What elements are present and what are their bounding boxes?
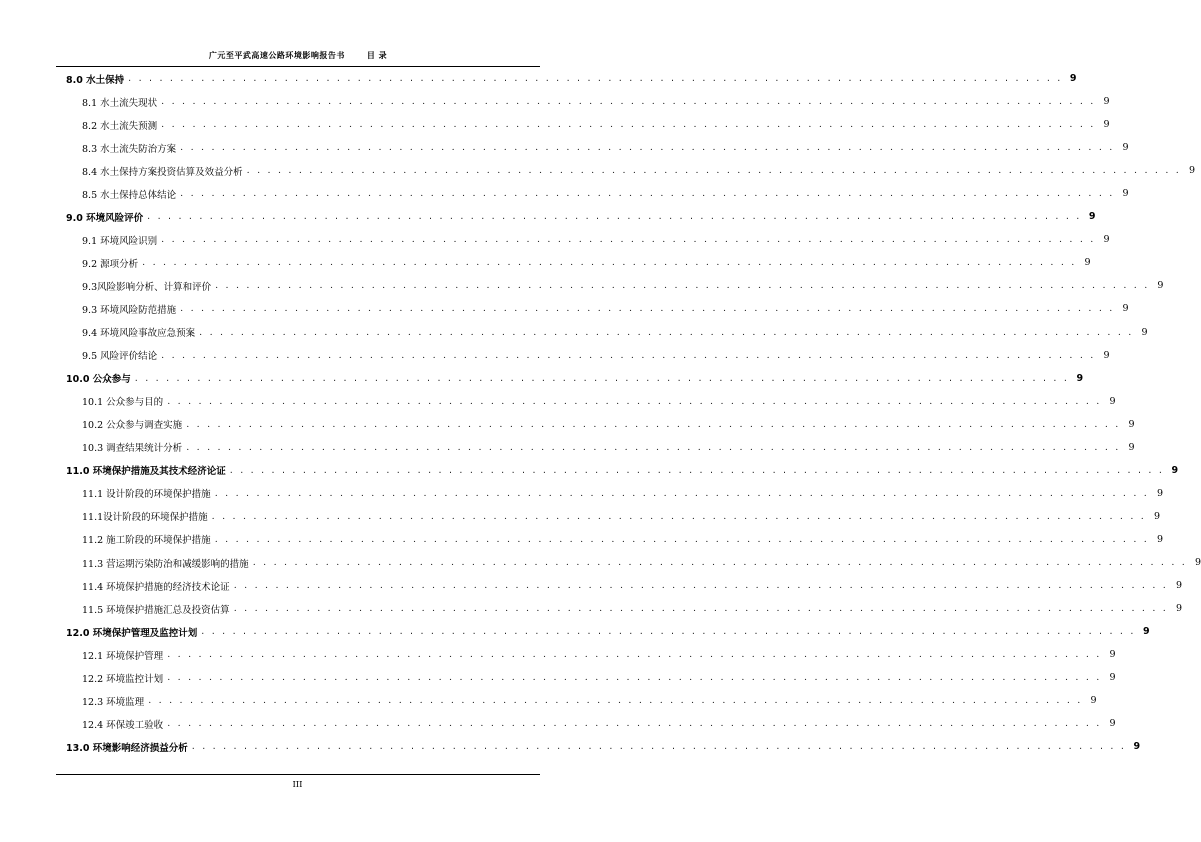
footer-rule xyxy=(56,774,540,775)
toc-entry-title: 12.3 环境监理 xyxy=(82,696,145,708)
toc-dot-leader: . . . . . . . . . . . . . . . . . . . . . . . . . . . . . . . . . . . . . . . . . . . . . . . . . . . . . . . . . . . . . . . . . . . . . . . . . . . . . . . . . . . . . . . . . . xyxy=(186,418,1121,430)
toc-dot-leader: . . . . . . . . . . . . . . . . . . . . . . . . . . . . . . . . . . . . . . . . . . . . . . . . . . . . . . . . . . . . . . . . . . . . . . . . . . . . . . . . . . . . . . . . . . xyxy=(147,211,1082,223)
toc-entry-title: 9.0 环境风险评价 xyxy=(66,212,144,224)
toc-page-number: 9 xyxy=(1133,741,1141,753)
toc-section-entry[interactable] xyxy=(66,228,1110,251)
toc-section-entry[interactable] xyxy=(66,136,1129,159)
toc-dot-leader: . . . . . . . . . . . . . . . . . . . . . . . . . . . . . . . . . . . . . . . . . . . . . . . . . . . . . . . . . . . . . . . . . . . . . . . . . . . . . . . . . . . . . . . . . . xyxy=(128,73,1063,85)
toc-page-number: 9 xyxy=(1084,257,1091,269)
toc-dot-leader: . . . . . . . . . . . . . . . . . . . . . . . . . . . . . . . . . . . . . . . . . . . . . . . . . . . . . . . . . . . . . . . . . . . . . . . . . . . . . . . . . . . . . . . . . . xyxy=(215,280,1150,292)
toc-page-number: 9 xyxy=(1103,234,1110,246)
toc-section-entry[interactable] xyxy=(66,159,1195,182)
toc-dot-leader: . . . . . . . . . . . . . . . . . . . . . . . . . . . . . . . . . . . . . . . . . . . . . . . . . . . . . . . . . . . . . . . . . . . . . . . . . . . . . . . . . . . . . . . . . . xyxy=(201,626,1136,638)
toc-section-entry[interactable] xyxy=(66,712,1116,735)
toc-dot-leader: . . . . . . . . . . . . . . . . . . . . . . . . . . . . . . . . . . . . . . . . . . . . . . . . . . . . . . . . . . . . . . . . . . . . . . . . . . . . . . . . . . . . . . . . . . xyxy=(167,718,1102,730)
toc-chapter-entry[interactable] xyxy=(66,367,1084,390)
toc-section-entry[interactable] xyxy=(66,390,1116,413)
toc-dot-leader: . . . . . . . . . . . . . . . . . . . . . . . . . . . . . . . . . . . . . . . . . . . . . . . . . . . . . . . . . . . . . . . . . . . . . . . . . . . . . . . . . . . . . . . . . . xyxy=(252,557,1188,568)
toc-entry-title: 8.2 水土流失预测 xyxy=(82,120,158,132)
toc-section-entry[interactable] xyxy=(66,90,1110,113)
toc-page-number: 9 xyxy=(1076,372,1084,384)
toc-page-number: 9 xyxy=(1103,349,1110,361)
toc-dot-leader: . . . . . . . . . . . . . . . . . . . . . . . . . . . . . . . . . . . . . . . . . . . . . . . . . . . . . . . . . . . . . . . . . . . . . . . . . . . . . . . . . . . . . . . . . . xyxy=(233,580,1169,592)
toc-section-entry[interactable] xyxy=(66,113,1110,136)
toc-dot-leader: . . . . . . . . . . . . . . . . . . . . . . . . . . . . . . . . . . . . . . . . . . . . . . . . . . . . . . . . . . . . . . . . . . . . . . . . . . . . . . . . . . . . . . . . . . xyxy=(180,303,1115,315)
toc-page-number: 9 xyxy=(1142,626,1150,638)
toc-entry-title: 12.1 环境保护管理 xyxy=(82,650,164,662)
toc-page-number: 9 xyxy=(1109,672,1116,684)
table-of-contents xyxy=(66,67,1201,758)
toc-page-number: 9 xyxy=(1103,119,1110,131)
toc-page-number: 9 xyxy=(1141,326,1148,338)
toc-entry-title: 11.1设计阶段的环境保护措施 xyxy=(82,512,208,524)
toc-dot-leader: . . . . . . . . . . . . . . . . . . . . . . . . . . . . . . . . . . . . . . . . . . . . . . . . . . . . . . . . . . . . . . . . . . . . . . . . . . . . . . . . . . . . . . . . . . xyxy=(148,695,1083,707)
toc-page-number: 9 xyxy=(1175,580,1183,592)
toc-entry-title: 9.1 环境风险识别 xyxy=(82,235,158,247)
toc-entry-title: 11.1 设计阶段的环境保护措施 xyxy=(82,489,211,501)
toc-dot-leader: . . . . . . . . . . . . . . . . . . . . . . . . . . . . . . . . . . . . . . . . . . . . . . . . . . . . . . . . . . . . . . . . . . . . . . . . . . . . . . . . . . . . . . . . . . xyxy=(211,510,1146,522)
toc-page-number: 9 xyxy=(1194,557,1201,568)
toc-section-entry[interactable] xyxy=(66,643,1116,666)
toc-page-number: 9 xyxy=(1122,188,1129,200)
toc-page-number: 9 xyxy=(1090,695,1097,707)
toc-entry-title: 9.3 环境风险防范措施 xyxy=(82,304,177,316)
toc-entry-title: 8.1 水土流失现状 xyxy=(82,97,158,109)
toc-section-entry[interactable] xyxy=(66,321,1148,344)
toc-section-entry[interactable] xyxy=(66,274,1164,297)
toc-dot-leader: . . . . . . . . . . . . . . . . . . . . . . . . . . . . . . . . . . . . . . . . . . . . . . . . . . . . . . . . . . . . . . . . . . . . . . . . . . . . . . . . . . . . . . . . . . xyxy=(180,142,1115,154)
toc-section-entry[interactable] xyxy=(66,574,1183,597)
toc-page-number: 9 xyxy=(1175,603,1183,615)
toc-entry-title: 10.3 调查结果统计分析 xyxy=(82,443,183,455)
toc-dot-leader: . . . . . . . . . . . . . . . . . . . . . . . . . . . . . . . . . . . . . . . . . . . . . . . . . . . . . . . . . . . . . . . . . . . . . . . . . . . . . . . . . . . . . . . . . . xyxy=(167,672,1102,684)
toc-dot-leader: . . . . . . . . . . . . . . . . . . . . . . . . . . . . . . . . . . . . . . . . . . . . . . . . . . . . . . . . . . . . . . . . . . . . . . . . . . . . . . . . . . . . . . . . . . xyxy=(214,487,1150,499)
toc-entry-title: 8.5 水土保持总体结论 xyxy=(82,189,177,201)
toc-dot-leader: . . . . . . . . . . . . . . . . . . . . . . . . . . . . . . . . . . . . . . . . . . . . . . . . . . . . . . . . . . . . . . . . . . . . . . . . . . . . . . . . . . . . . . . . . . xyxy=(161,119,1096,131)
toc-chapter-entry[interactable] xyxy=(66,205,1096,228)
header-title: 广元至平武高速公路环境影响报告书 xyxy=(208,51,345,60)
toc-chapter-entry[interactable] xyxy=(66,735,1141,758)
toc-section-entry[interactable] xyxy=(66,551,1201,574)
toc-section-entry[interactable] xyxy=(66,297,1129,320)
toc-dot-leader: . . . . . . . . . . . . . . . . . . . . . . . . . . . . . . . . . . . . . . . . . . . . . . . . . . . . . . . . . . . . . . . . . . . . . . . . . . . . . . . . . . . . . . . . . . xyxy=(214,533,1150,545)
toc-section-entry[interactable] xyxy=(66,413,1135,436)
toc-section-entry[interactable] xyxy=(66,482,1164,505)
toc-section-entry[interactable] xyxy=(66,251,1091,274)
toc-section-entry[interactable] xyxy=(66,597,1183,620)
toc-dot-leader: . . . . . . . . . . . . . . . . . . . . . . . . . . . . . . . . . . . . . . . . . . . . . . . . . . . . . . . . . . . . . . . . . . . . . . . . . . . . . . . . . . . . . . . . . . xyxy=(167,395,1102,407)
toc-section-entry[interactable] xyxy=(66,344,1110,367)
toc-entry-title: 8.4 水土保持方案投资估算及效益分析 xyxy=(82,166,243,178)
toc-page-number: 9 xyxy=(1109,649,1116,661)
toc-entry-title: 13.0 环境影响经济损益分析 xyxy=(66,742,188,754)
toc-section-entry[interactable] xyxy=(66,182,1129,205)
toc-page-number: 9 xyxy=(1109,718,1116,730)
toc-entry-title: 8.0 水土保持 xyxy=(66,74,125,86)
toc-entry-title: 10.1 公众参与目的 xyxy=(82,397,164,409)
toc-page-number: 9 xyxy=(1069,73,1077,85)
toc-dot-leader: . . . . . . . . . . . . . . . . . . . . . . . . . . . . . . . . . . . . . . . . . . . . . . . . . . . . . . . . . . . . . . . . . . . . . . . . . . . . . . . . . . . . . . . . . . xyxy=(134,372,1070,384)
toc-entry-title: 11.5 环境保护措施汇总及投资估算 xyxy=(82,604,230,616)
toc-page-number: 9 xyxy=(1088,211,1096,223)
toc-entry-title: 11.3 营运期污染防治和减缓影响的措施 xyxy=(82,558,249,570)
toc-entry-title: 9.2 源项分析 xyxy=(82,258,139,270)
page-number: III xyxy=(292,780,303,790)
toc-entry-title: 11.2 施工阶段的环境保护措施 xyxy=(82,535,211,547)
toc-entry-title: 11.4 环境保护措施的经济技术论证 xyxy=(82,581,230,593)
toc-chapter-entry[interactable] xyxy=(66,620,1150,643)
toc-chapter-entry[interactable] xyxy=(66,459,1179,482)
toc-section-entry[interactable] xyxy=(66,505,1160,528)
toc-dot-leader: . . . . . . . . . . . . . . . . . . . . . . . . . . . . . . . . . . . . . . . . . . . . . . . . . . . . . . . . . . . . . . . . . . . . . . . . . . . . . . . . . . . . . . . . . . xyxy=(161,349,1096,361)
toc-dot-leader: . . . . . . . . . . . . . . . . . . . . . . . . . . . . . . . . . . . . . . . . . . . . . . . . . . . . . . . . . . . . . . . . . . . . . . . . . . . . . . . . . . . . . . . . . . xyxy=(142,257,1077,269)
toc-page-number: 9 xyxy=(1156,487,1164,499)
running-header xyxy=(56,50,540,67)
toc-entry-title: 8.3 水土流失防治方案 xyxy=(82,143,177,155)
toc-dot-leader: . . . . . . . . . . . . . . . . . . . . . . . . . . . . . . . . . . . . . . . . . . . . . . . . . . . . . . . . . . . . . . . . . . . . . . . . . . . . . . . . . . . . . . . . . . xyxy=(191,741,1127,753)
toc-dot-leader: . . . . . . . . . . . . . . . . . . . . . . . . . . . . . . . . . . . . . . . . . . . . . . . . . . . . . . . . . . . . . . . . . . . . . . . . . . . . . . . . . . . . . . . . . . xyxy=(161,96,1096,108)
toc-dot-leader: . . . . . . . . . . . . . . . . . . . . . . . . . . . . . . . . . . . . . . . . . . . . . . . . . . . . . . . . . . . . . . . . . . . . . . . . . . . . . . . . . . . . . . . . . . xyxy=(233,603,1169,615)
toc-dot-leader: . . . . . . . . . . . . . . . . . . . . . . . . . . . . . . . . . . . . . . . . . . . . . . . . . . . . . . . . . . . . . . . . . . . . . . . . . . . . . . . . . . . . . . . . . . xyxy=(167,649,1102,661)
toc-dot-leader: . . . . . . . . . . . . . . . . . . . . . . . . . . . . . . . . . . . . . . . . . . . . . . . . . . . . . . . . . . . . . . . . . . . . . . . . . . . . . . . . . . . . . . . . . . xyxy=(180,188,1115,200)
toc-section-entry[interactable] xyxy=(66,528,1164,551)
header-section: 目 录 xyxy=(366,51,388,60)
toc-page-number: 9 xyxy=(1157,280,1164,292)
toc-entry-title: 9.4 环境风险事故应急预案 xyxy=(82,328,196,340)
toc-chapter-entry[interactable] xyxy=(66,67,1077,90)
toc-dot-leader: . . . . . . . . . . . . . . . . . . . . . . . . . . . . . . . . . . . . . . . . . . . . . . . . . . . . . . . . . . . . . . . . . . . . . . . . . . . . . . . . . . . . . . . . . . xyxy=(199,326,1134,338)
toc-entry-title: 9.3风险影响分析、计算和评价 xyxy=(82,281,212,293)
toc-page-number: 9 xyxy=(1128,441,1135,453)
toc-entry-title: 12.4 环保竣工验收 xyxy=(82,719,164,731)
toc-entry-title: 12.0 环境保护管理及监控计划 xyxy=(66,627,198,639)
toc-entry-title: 12.2 环境监控计划 xyxy=(82,673,164,685)
toc-entry-title: 10.0 公众参与 xyxy=(66,374,131,386)
toc-dot-leader: . . . . . . . . . . . . . . . . . . . . . . . . . . . . . . . . . . . . . . . . . . . . . . . . . . . . . . . . . . . . . . . . . . . . . . . . . . . . . . . . . . . . . . . . . . xyxy=(186,441,1121,453)
toc-page-number: 9 xyxy=(1171,464,1179,476)
toc-entry-title: 9.5 风险评价结论 xyxy=(82,351,158,363)
toc-section-entry[interactable] xyxy=(66,689,1097,712)
toc-section-entry[interactable] xyxy=(66,436,1135,459)
toc-page-number: 9 xyxy=(1188,165,1195,177)
toc-dot-leader: . . . . . . . . . . . . . . . . . . . . . . . . . . . . . . . . . . . . . . . . . . . . . . . . . . . . . . . . . . . . . . . . . . . . . . . . . . . . . . . . . . . . . . . . . . xyxy=(229,464,1165,476)
toc-dot-leader: . . . . . . . . . . . . . . . . . . . . . . . . . . . . . . . . . . . . . . . . . . . . . . . . . . . . . . . . . . . . . . . . . . . . . . . . . . . . . . . . . . . . . . . . . . xyxy=(161,234,1096,246)
toc-page-number: 9 xyxy=(1109,395,1116,407)
toc-page-number: 9 xyxy=(1128,418,1135,430)
toc-section-entry[interactable] xyxy=(66,666,1116,689)
toc-page-number: 9 xyxy=(1153,510,1160,522)
toc-dot-leader: . . . . . . . . . . . . . . . . . . . . . . . . . . . . . . . . . . . . . . . . . . . . . . . . . . . . . . . . . . . . . . . . . . . . . . . . . . . . . . . . . . . . . . . . . . xyxy=(246,165,1181,177)
toc-page-number: 9 xyxy=(1122,142,1129,154)
toc-page-number: 9 xyxy=(1156,533,1164,545)
toc-entry-title: 11.0 环境保护措施及其技术经济论证 xyxy=(66,466,226,478)
toc-entry-title: 10.2 公众参与调查实施 xyxy=(82,420,183,432)
toc-page-number: 9 xyxy=(1122,303,1129,315)
toc-page-number: 9 xyxy=(1103,96,1110,108)
